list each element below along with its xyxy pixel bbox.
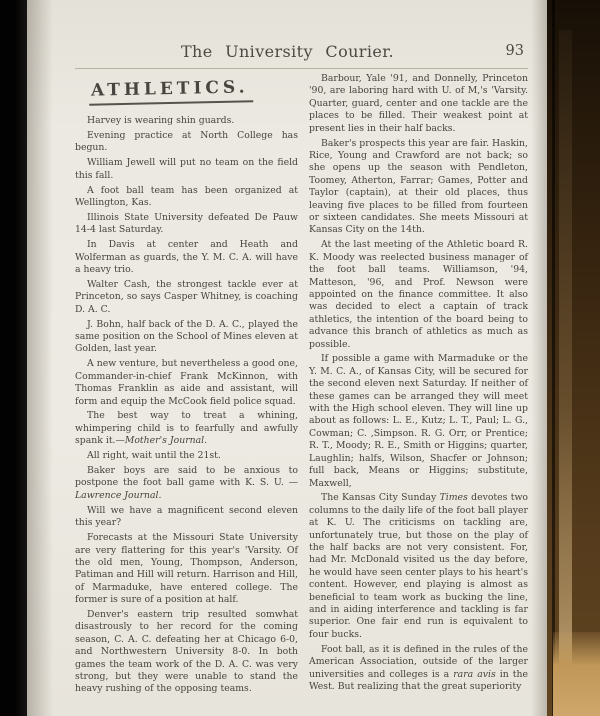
text-segment: Barbour, Yale '91, and Donnelly, Princeton '90, are laboring hard with U. of M,'s 'Varsity. Quarter, guard, center and one tackle are the places to be filled. Their weakest point at present lies in their half backs.: [309, 73, 528, 134]
text-segment: Foot ball, as it is defined in the rules of the American Association, outside of the larger universities and colleges is a: [309, 643, 528, 680]
paragraph: [309, 73, 528, 135]
paragraph: [75, 319, 298, 356]
text-columns: [75, 71, 528, 698]
book-gutter: [0, 0, 27, 716]
journal-title: The University Courier.: [180, 42, 395, 61]
page-corner: [553, 632, 600, 716]
athletics-heading: ATHLETICS.: [89, 77, 253, 105]
text-segment: Baker's prospects this year are fair. Haskin, Rice, Young and Crawford are not back; so she opens up the season with Pendleton, Toomey, Atherton, Farrar; Games, Potter and Taylor (captain), at their old places, thus leaving five places to be filled from fourteen or sixteen candidates. She meets Missouri at Kansas City on the 14th.: [309, 137, 528, 236]
text-segment: Walter Cash, the strongest tackle ever at Princeton, so says Casper Whitney, is coaching D. A. C.: [75, 278, 298, 315]
paragraph: [75, 212, 298, 237]
paragraph: [75, 115, 298, 127]
paragraph: [309, 644, 528, 694]
book-pages-edge: [559, 30, 572, 716]
text-segment: If possible a game with Marmaduke or the Y. M. C. A., of Kansas City, will be secured for the second eleven next Saturday. If neither of these games can be arranged they will meet with the High school eleven. They will line up about as follows: L. E., Kutz; L. T., Paul; L. G., Cowman; C. ,Simpson. R. G. Orr, or Prentice; R. T., Moody; R. E., Smith or Higgins; quarter, Laughlin; halfs, Wilson, Shacfer or Johnson; full back, Means or Higgins; substitute, Maxwell,: [309, 353, 528, 489]
paragraph: [309, 239, 528, 351]
paragraph: [75, 130, 298, 155]
page-content: [27, 0, 547, 698]
italic-citation: Mother's Journal.: [124, 435, 208, 447]
book-cover-edge: [547, 0, 600, 716]
book-edge-shadow: [552, 0, 555, 716]
paragraph: [75, 185, 298, 210]
italic-citation: Times: [439, 492, 468, 504]
text-segment: All right, wait until the 21st.: [87, 450, 221, 462]
italic-citation: rara avis: [453, 668, 496, 680]
page-number: 93: [505, 43, 524, 59]
text-segment: A new venture, but nevertheless a good one, Commander-in-chief Frank McKinnon, with Thomas Franklin as aide and assistant, will form and equip the McCook field police squad.: [75, 358, 298, 407]
text-segment: Baker boys are said to be anxious to postpone the foot ball game with K. S. U. —: [75, 465, 298, 489]
text-segment: Illinois State University defeated De Pauw 14-4 last Saturday.: [75, 211, 298, 236]
journal-page: [27, 0, 547, 716]
paragraph: [75, 239, 298, 276]
text-segment: The best way to treat a whining, whimpering child is to fearfully and awfully spank it.—: [75, 410, 298, 447]
italic-citation: Lawrence Journal.: [75, 489, 162, 501]
paragraph: [75, 609, 298, 696]
text-segment: Denver's eastern trip resulted somwhat disastrously to her record for the coming season, C. A. C. defeating her at Chicago 6-0, and Northwestern University 8-0. In both games the team work of the D. A. C. was very strong, but they were unable to stand the heavy rushing of the opposing teams.: [75, 609, 298, 695]
text-segment: Will we have a magnificent second eleven this year?: [75, 504, 298, 529]
text-segment: Harvey is wearing shin guards.: [87, 115, 235, 126]
paragraph: [309, 353, 528, 489]
masthead: [75, 42, 528, 64]
text-segment: A foot ball team has been organized at Wellington, Kas.: [75, 184, 298, 208]
paragraph: [75, 157, 298, 182]
paragraph: [309, 492, 528, 641]
text-segment: In Davis at center and Heath and Wolferman as guards, the Y. M. C. A. will have a heavy trio.: [75, 239, 298, 275]
paragraph: [75, 410, 298, 447]
text-segment: J. Bohn, half back of the D. A. C., played the same position on the School of Mines eleven at Golden, last year.: [75, 318, 298, 355]
text-segment: At the last meeting of the Athletic board R. K. Moody was reelected business manager of the foot ball teams. Williamson, '94, Matteson, '96, and Prof. Newson were appointed on the finance committee. It also was decided to elect a captain of track athletics, the intention of the board being to advance this branch of athletics as much as possible.: [309, 239, 528, 350]
athletics-heading-wrap: [89, 79, 298, 104]
paragraph: [75, 532, 298, 606]
text-segment: Evening practice at North College has begun.: [75, 129, 298, 154]
text-segment: devotes two columns to the daily life of the foot ball player at K. U. The criticisms on tackling are, unfortunately true, but those on the play of the half backs are not very consistent. For, had Mr. McDonald visited us the day before, he would have seen center plays to his heart's content. However, end playing is almost as beneficial to team work as bucking the line, and in aiding interference and tackling is far superior. One fair end run is equivalent to four bucks.: [309, 492, 528, 640]
text-segment: The Kansas City Sunday: [321, 492, 440, 504]
text-segment: Forecasts at the Missouri State University are very flattering for this year's 'Varsity. Of the old men, Young, Thompson, Anderson, Patiman and Hill will return. Harrison and Hill, of Marmaduke, have entered college. The former is sure of a position at half.: [75, 532, 298, 606]
paragraph: [75, 279, 298, 316]
text-segment: William Jewell will put no team on the field this fall.: [75, 157, 298, 181]
header-rule: [75, 68, 528, 69]
text-segment: in the West. But realizing that the great superiority: [309, 668, 528, 692]
left-column: [75, 71, 298, 698]
right-column: [309, 71, 528, 698]
paragraph: [75, 465, 298, 502]
paragraph: [75, 505, 298, 530]
paragraph: [309, 138, 528, 237]
paragraph: [75, 450, 298, 462]
paragraph: [75, 358, 298, 408]
